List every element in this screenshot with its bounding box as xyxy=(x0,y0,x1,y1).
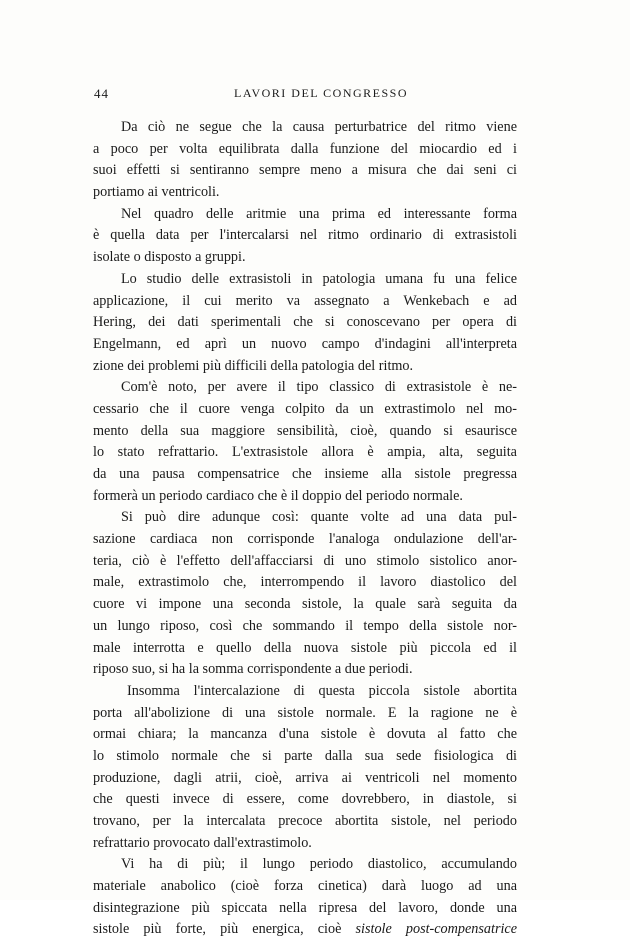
text-line: Da ciò ne segue che la causa perturbatrice del ritmo viene xyxy=(121,119,517,135)
text-line: che questi invece di essere, come dovrebbero, in diastole, si xyxy=(93,791,517,808)
text-line: disintegrazione più spiccata nella ripresa del lavoro, donde una xyxy=(93,899,517,916)
body-text xyxy=(93,117,517,941)
text-line: a poco per volta equilibrata dalla funzione del miocardio ed i xyxy=(93,140,517,157)
text-line: trovano, per la intercalata precoce abortita sistole, nel periodo xyxy=(93,813,517,829)
text-line: cessario che il cuore venga colpito da un extrastimolo nel mo- xyxy=(93,400,517,417)
text-line: produzione, dagli atrii, cioè, arriva ai ventricoli nel momento xyxy=(93,769,517,786)
text-line: Lo studio delle extrasistoli in patologia umana fu una felice xyxy=(121,270,517,287)
text-line: è quella data per l'intercalarsi nel ritmo ordinario di extrasistoli xyxy=(93,227,517,244)
final-line-start: sistole più forte, più energica, cioè xyxy=(93,921,342,938)
text-line: refrattario provocato dall'extrastimolo. xyxy=(93,834,312,851)
text-line: porta all'abolizione di una sistole normale. E la ragione ne è xyxy=(93,704,517,721)
text-line: isolate o disposto a gruppi. xyxy=(93,249,246,266)
text-line: portiamo ai ventricoli. xyxy=(93,184,220,201)
page-header xyxy=(94,86,514,106)
text-line: suoi effetti si sentiranno sempre meno a misura che dai seni ci xyxy=(93,162,517,179)
text-line-final xyxy=(93,919,517,941)
text-line: formerà un periodo cardiaco che è il doppio del periodo normale. xyxy=(93,487,463,504)
page-number: 44 xyxy=(94,86,109,101)
text-line: teria, ciò è l'effetto dell'affacciarsi di uno stimolo sistolico anor- xyxy=(93,552,517,569)
text-line: Vi ha di più; il lungo periodo diastolico, accumulando xyxy=(121,856,517,873)
text-line: ormai chiara; la mancanza d'una sistole è dovuta al fatto che xyxy=(93,726,517,743)
text-line: cuore vi impone una seconda sistole, la quale sarà seguita da xyxy=(93,596,517,613)
text-line: Com'è noto, per avere il tipo classico di extrasistole è ne- xyxy=(121,379,517,396)
text-line: sazione cardiaca non corrisponde l'analoga ondulazione dell'ar- xyxy=(93,531,517,548)
text-line: zione dei problemi più difficili della patologia del ritmo. xyxy=(93,357,414,374)
italic-term: sistole post-compensatrice xyxy=(355,921,518,938)
text-line: lo stato refrattario. L'extrasistole allora è ampia, alta, seguita xyxy=(93,444,517,461)
text-line: Si può dire adunque così: quante volte ad una data pul- xyxy=(121,509,517,526)
text-line: Insomma l'intercalazione di questa piccola sistole abortita xyxy=(127,682,517,699)
text-line: materiale anabolico (cioè forza cinetica) darà luogo ad una xyxy=(93,878,517,895)
text-line: Engelmann, ed aprì un nuovo campo d'indagini all'interpreta xyxy=(93,335,517,352)
text-line: male, extrastimolo che, interrompendo il lavoro diastolico del xyxy=(93,574,517,591)
text-line: un lungo riposo, così che sommando il tempo della sistole nor- xyxy=(93,617,517,634)
text-line: Nel quadro delle aritmie una prima ed interessante forma xyxy=(121,205,517,222)
text-line: Hering, dei dati sperimentali che si conoscevano per opera di xyxy=(93,314,517,331)
text-line: lo stimolo normale che si parte dalla sua sede fisiologica di xyxy=(93,747,517,764)
text-line: riposo suo, si ha la somma corrispondente a due periodi. xyxy=(93,661,413,678)
text-line: male interrotta e quello della nuova sistole più piccola ed il xyxy=(93,639,517,656)
text-line: da una pausa compensatrice che insieme alla sistole pregressa xyxy=(93,466,517,482)
text-line: mento della sua maggiore sensibilità, cioè, quando si esaurisce xyxy=(93,422,517,439)
text-line: applicazione, il cui merito va assegnato a Wenkebach e ad xyxy=(93,292,517,309)
running-head: LAVORI DEL CONGRESSO xyxy=(234,86,409,100)
